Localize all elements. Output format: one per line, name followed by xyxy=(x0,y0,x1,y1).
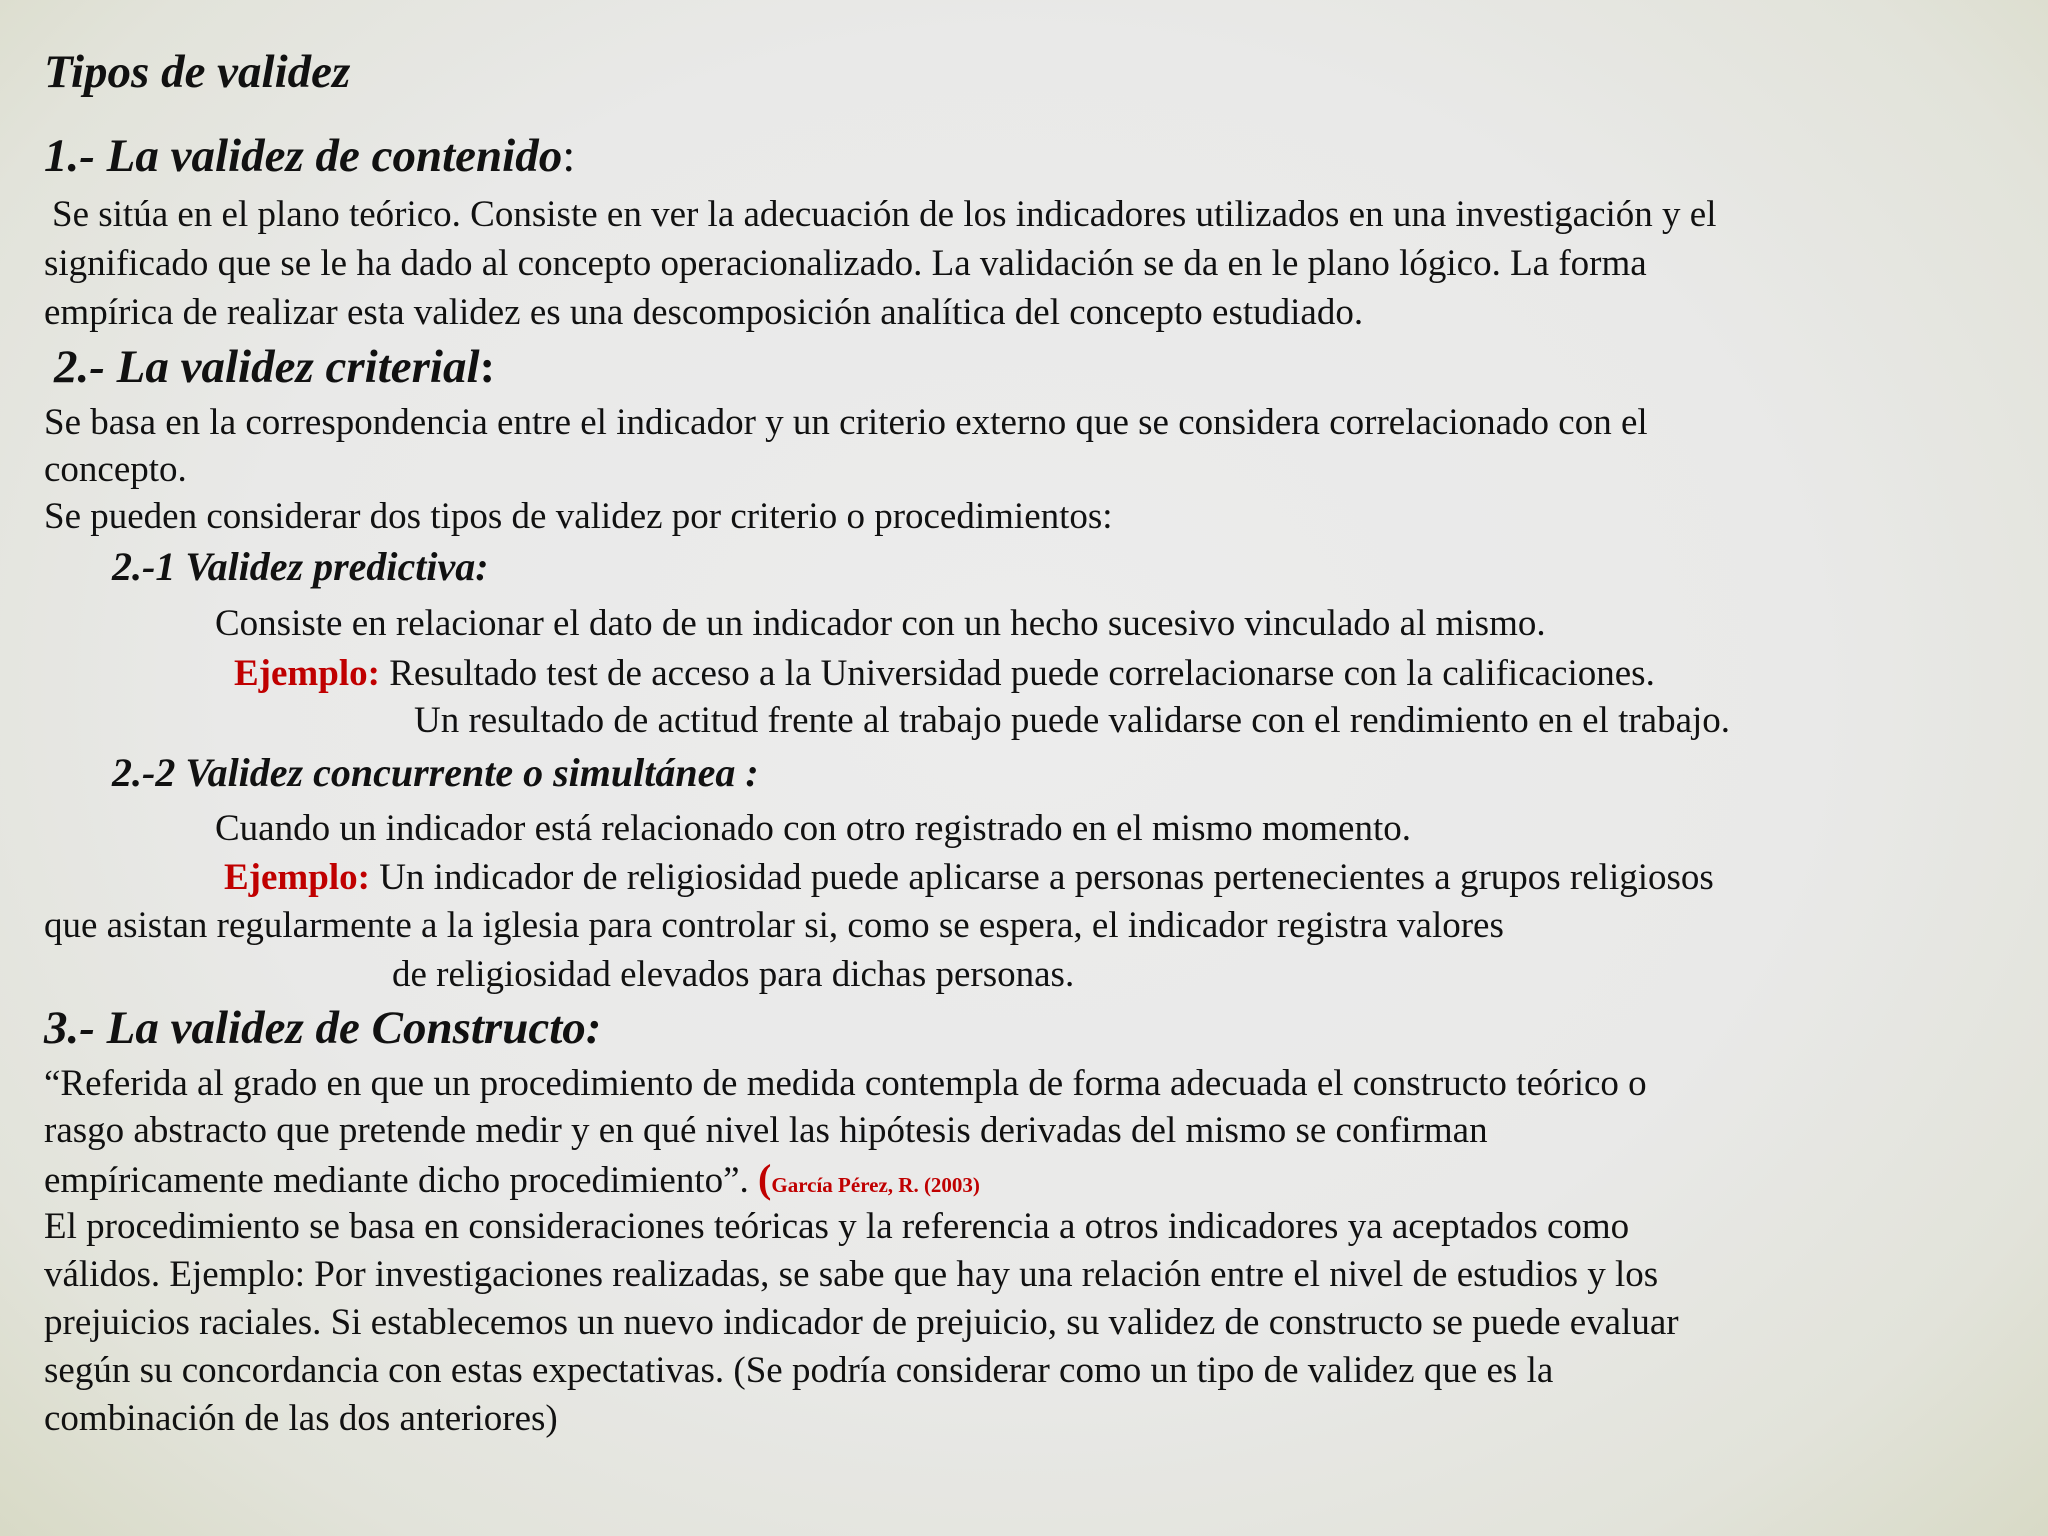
subsection-2-2-line: Cuando un indicador está relacionado con otro registrado en el mismo momento. xyxy=(215,808,1412,849)
section3-line-1: El procedimiento se basa en consideraciones teóricas y la referencia a otros indicadores ya aceptados como xyxy=(44,1206,1630,1247)
section2-heading-text: 2.- La validez criterial xyxy=(54,341,480,393)
section1-line-2: significado que se le ha dado al concepto operacionalizado. La validación se da en le plano lógico. La forma xyxy=(44,243,1647,284)
section3-line-2: válidos. Ejemplo: Por investigaciones realizadas, se sabe que hay una relación entre el nivel de estudios y los xyxy=(44,1254,1659,1295)
subsection-2-1-line: Consiste en relacionar el dato de un indicador con un hecho sucesivo vinculado al mismo. xyxy=(215,603,1546,644)
section1-heading-colon: : xyxy=(562,130,576,182)
section1-heading xyxy=(44,128,575,184)
section3-quote-3 xyxy=(44,1155,980,1209)
subsection-2-2-heading: 2.-2 Validez concurrente o simultánea : xyxy=(112,750,759,795)
subsection-2-1-example-2: Un resultado de actitud frente al trabajo puede validarse con el rendimiento en el trabajo. xyxy=(414,700,1731,741)
section1-line-1: Se sitúa en el plano teórico. Consiste en ver la adecuación de los indicadores utilizados en una investigación y el xyxy=(52,194,1717,235)
section3-line-4: según su concordancia con estas expectativas. (Se podría considerar como un tipo de validez que es la xyxy=(44,1350,1554,1391)
quote-end-text: empíricamente mediante dicho procedimiento”. xyxy=(44,1160,759,1201)
subsection-2-2-example xyxy=(224,854,1714,902)
subsection-2-1-heading: 2.-1 Validez predictiva: xyxy=(112,544,489,589)
citation: García Pérez, R. (2003) xyxy=(771,1173,980,1197)
section1-line-3: empírica de realizar esta validez es una descomposición analítica del concepto estudiado. xyxy=(44,292,1364,333)
section3-line-5: combinación de las dos anteriores) xyxy=(44,1398,558,1439)
subsection-2-1-example xyxy=(234,650,1655,698)
subsection-2-2-example-2: que asistan regularmente a la iglesia para controlar si, como se espera, el indicador registra valores xyxy=(44,905,1504,946)
section3-quote-1: “Referida al grado en que un procedimiento de medida contempla de forma adecuada el constructo teórico o xyxy=(44,1063,1647,1104)
example-text: Un indicador de religiosidad puede aplicarse a personas pertenecientes a grupos religiosos xyxy=(369,857,1714,898)
section1-heading-text: 1.- La validez de contenido xyxy=(44,130,563,182)
section2-heading xyxy=(54,339,495,395)
example-text: Resultado test de acceso a la Universidad puede correlacionarse con la calificaciones. xyxy=(379,653,1655,694)
section3-heading: 3.- La validez de Constructo: xyxy=(44,1002,602,1054)
slide-title: Tipos de validez xyxy=(44,46,351,98)
citation-paren: ( xyxy=(758,1156,772,1201)
subsection-2-2-example-3: de religiosidad elevados para dichas personas. xyxy=(392,954,1075,995)
section2-line-3: Se pueden considerar dos tipos de validez por criterio o procedimientos: xyxy=(44,496,1113,537)
section3-quote-2: rasgo abstracto que pretende medir y en qué nivel las hipótesis derivadas del mismo se confirman xyxy=(44,1110,1488,1151)
section2-line-2: concepto. xyxy=(44,449,187,490)
example-label: Ejemplo: xyxy=(224,857,370,898)
example-label: Ejemplo: xyxy=(234,653,380,694)
section3-line-3: prejuicios raciales. Si establecemos un nuevo indicador de prejuicio, su validez de constructo se puede evaluar xyxy=(44,1302,1679,1343)
section2-line-1: Se basa en la correspondencia entre el indicador y un criterio externo que se considera correlacionado con el xyxy=(44,402,1648,443)
section2-heading-colon: : xyxy=(479,341,496,393)
